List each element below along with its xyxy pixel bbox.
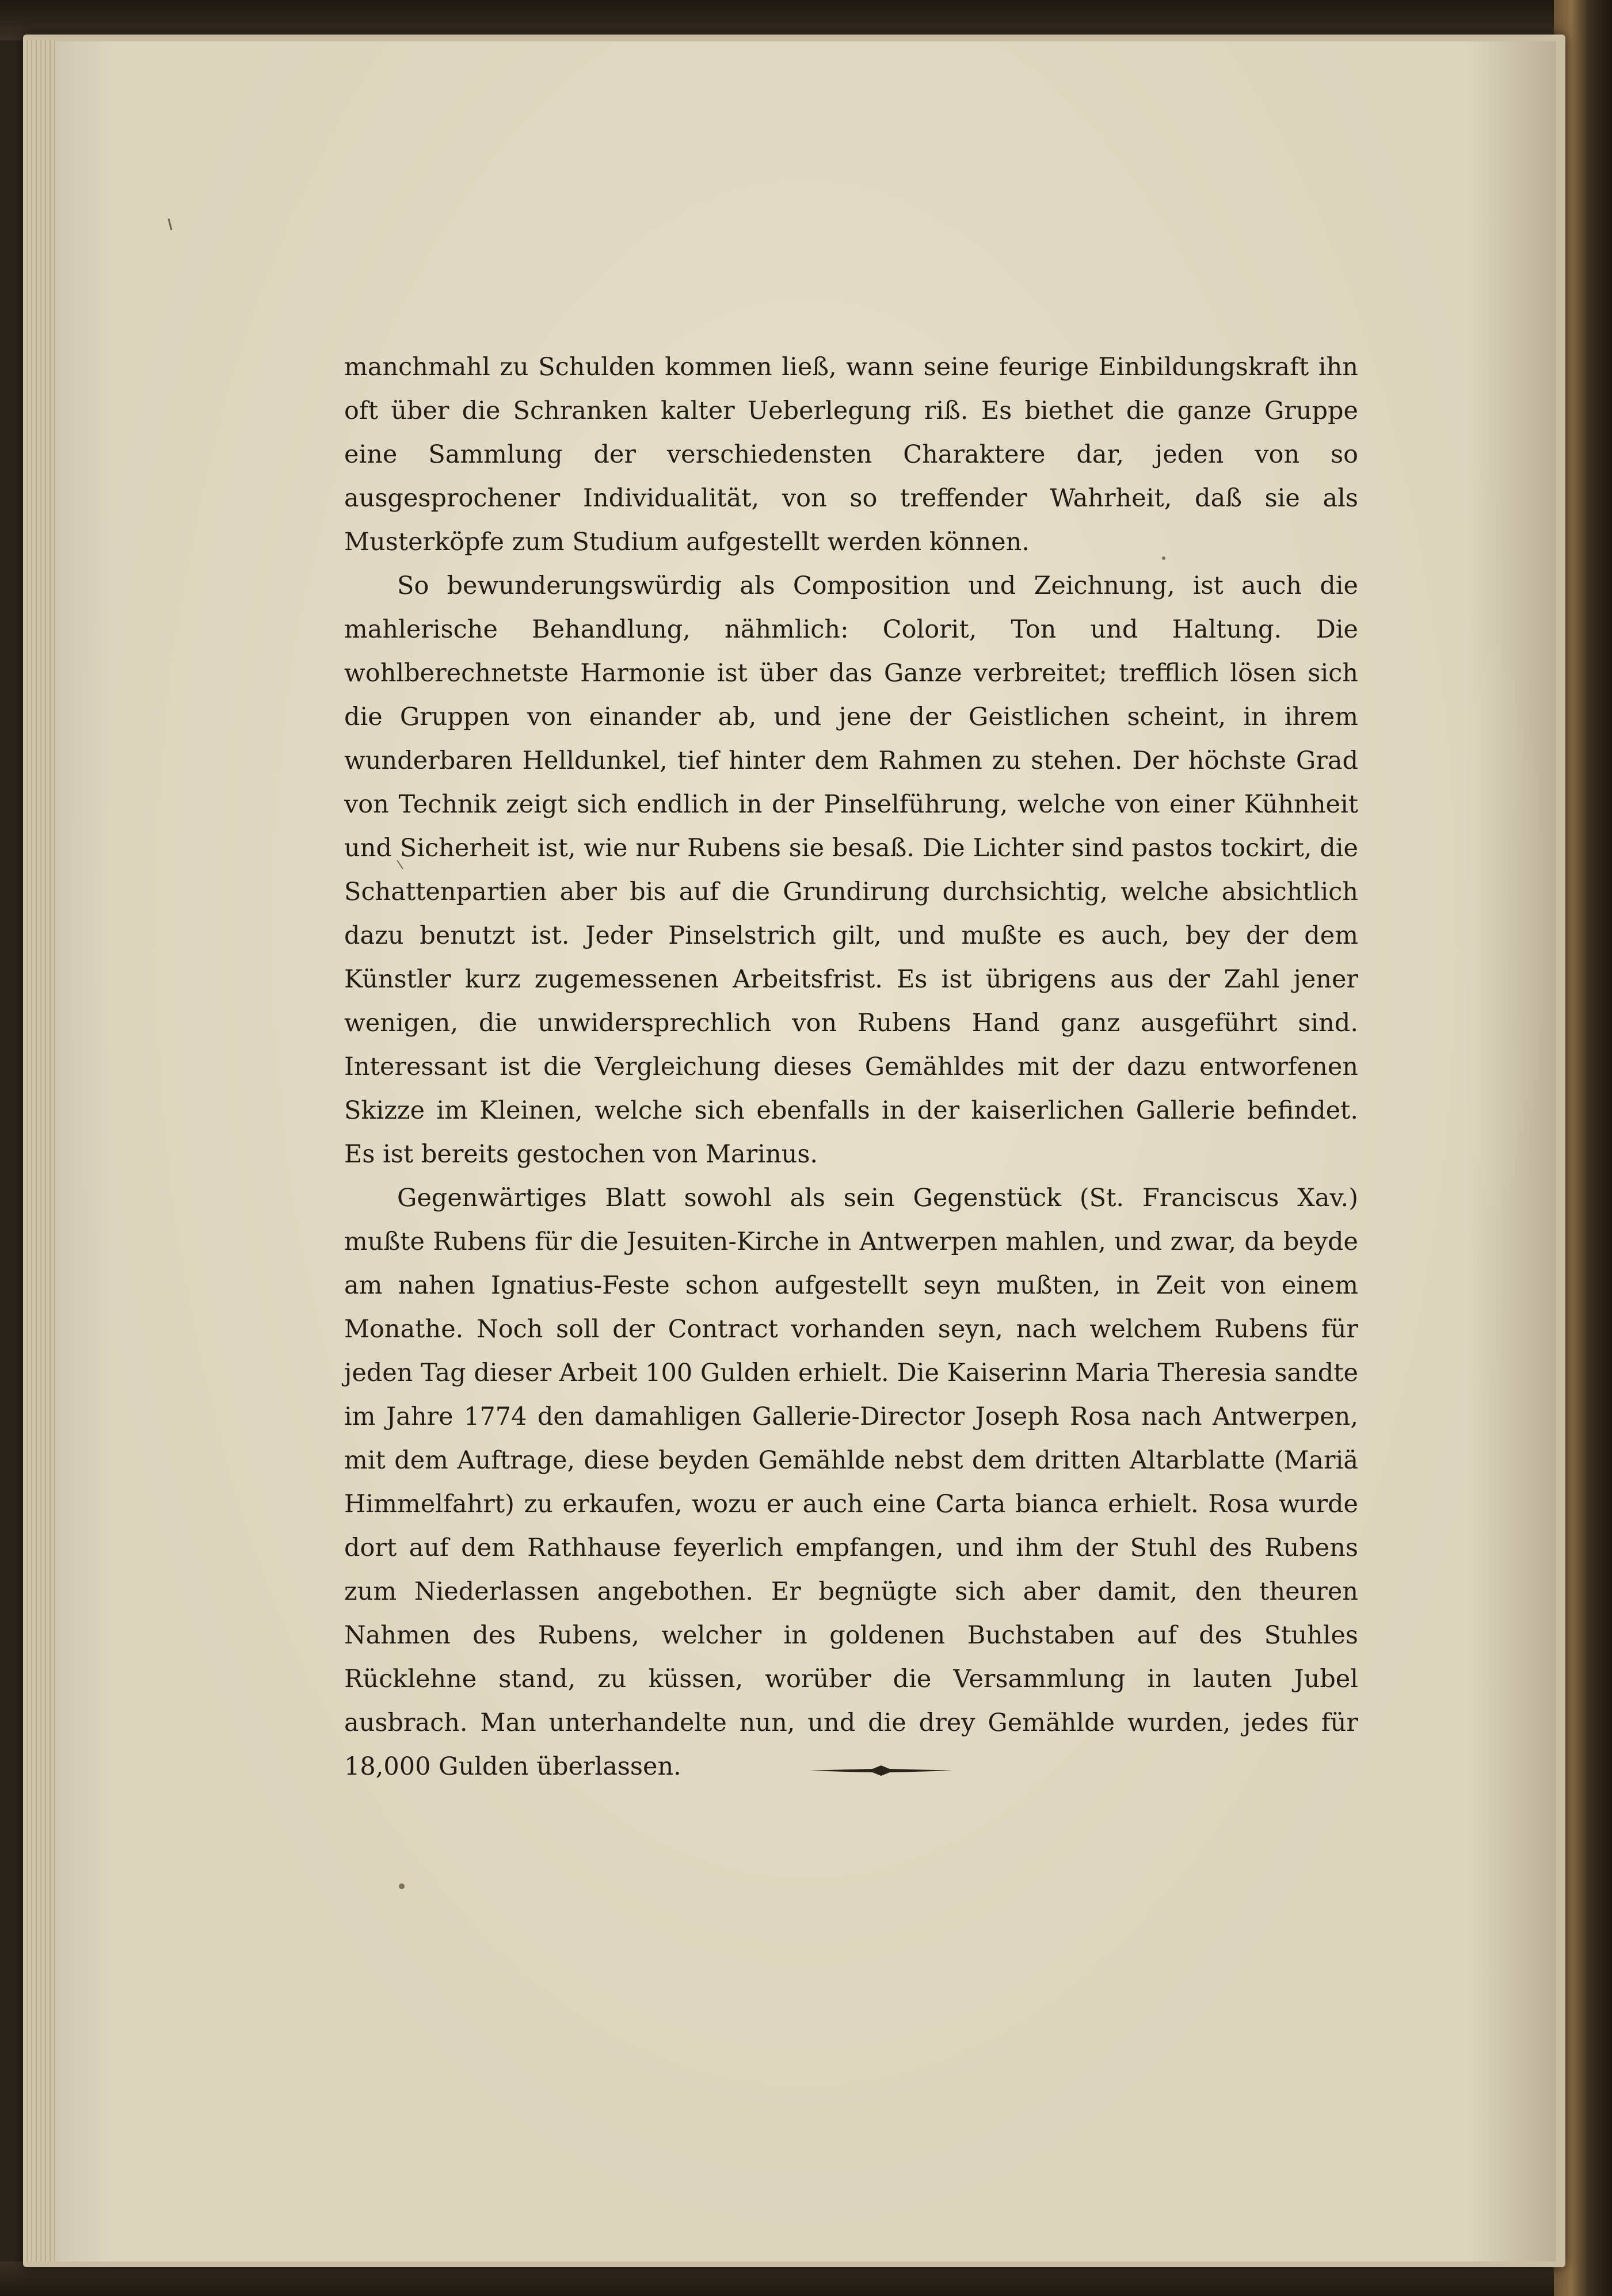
paragraph-2: So bewunderungswürdig als Composition und Zeichnung, ist auch die mahlerische Behandlung, nähmlich: Colorit, Ton und Haltung. Die wohlberechnetste Harmonie ist über das Ganze verbreitet; trefflich lösen sich die Gruppen von einander ab, und jene der Geistlichen scheint, in ihrem wunderbaren Helldunkel, tief hinter dem Rahmen zu stehen. Der höchste Grad von Technik zeigt sich endlich in der Pinselführung, welche von einer Kühnheit und Sicherheit ist, wie nur Rubens sie besaß. Die Lichter sind pastos tockirt, die Schattenpartien aber bis auf die Grundirung durchsichtig, welche absichtlich dazu benutzt ist. Jeder Pinselstrich gilt, und mußte es auch, bey der dem Künstler kurz zugemessenen Arbeitsfrist. Es ist übrigens aus der Zahl jener wenigen, die unwidersprechlich von Rubens Hand ganz ausgeführt sind. Interessant ist die Vergleichung dieses Gemähldes mit der dazu entworfenen Skizze im Kleinen, welche sich ebenfalls in der kaiserlichen Gallerie befindet. Es ist bereits gestochen von Marinus. [344,571,1358,1169]
paragraph-1: manchmahl zu Schulden kommen ließ, wann seine feurige Einbildungskraft ihn oft über die Schranken kalter Ueberlegung riß. Es biethet die ganze Gruppe eine Sammlung der verschiedensten Charaktere dar, jeden von so ausgesprochener Individualität, von so treffender Wahrheit, daß sie als Musterköpfe zum Studium aufgestellt werden können. [344,353,1358,556]
body-text [344,345,1358,1788]
tailpiece-ornament-icon [809,1762,953,1779]
page-stack-edges [23,40,58,2261]
paragraph-3: Gegenwärtiges Blatt sowohl als sein Gegenstück (St. Franciscus Xav.) mußte Rubens für die Jesuiten-Kirche in Antwerpen mahlen, und zwar, da beyde am nahen Ignatius-Feste schon aufgestellt seyn mußten, in Zeit von einem Monathe. Noch soll der Contract vorhanden seyn, nach welchem Rubens für jeden Tag dieser Arbeit 100 Gulden erhielt. Die Kaiserinn Maria Theresia sandte im Jahre 1774 den damahligen Gallerie-Director Joseph Rosa nach Antwerpen, mit dem Auftrage, diese beyden Gemählde nebst dem dritten Altarblatte (Mariä Himmelfahrt) zu erkaufen, wozu er auch eine Carta bianca erhielt. Rosa wurde dort auf dem Rathhause feyerlich empfangen, und ihm der Stuhl des Rubens zum Niederlassen angebothen. Er begnügte sich aber damit, den theuren Nahmen des Rubens, welcher in goldenen Buchstaben auf des Stuhles Rücklehne stand, zu küssen, worüber die Versammlung in lauten Jubel ausbrach. Man unterhandelte nun, und die drey Gemählde wurden, jedes für 18,000 Gulden überlassen. [344,1184,1358,1781]
